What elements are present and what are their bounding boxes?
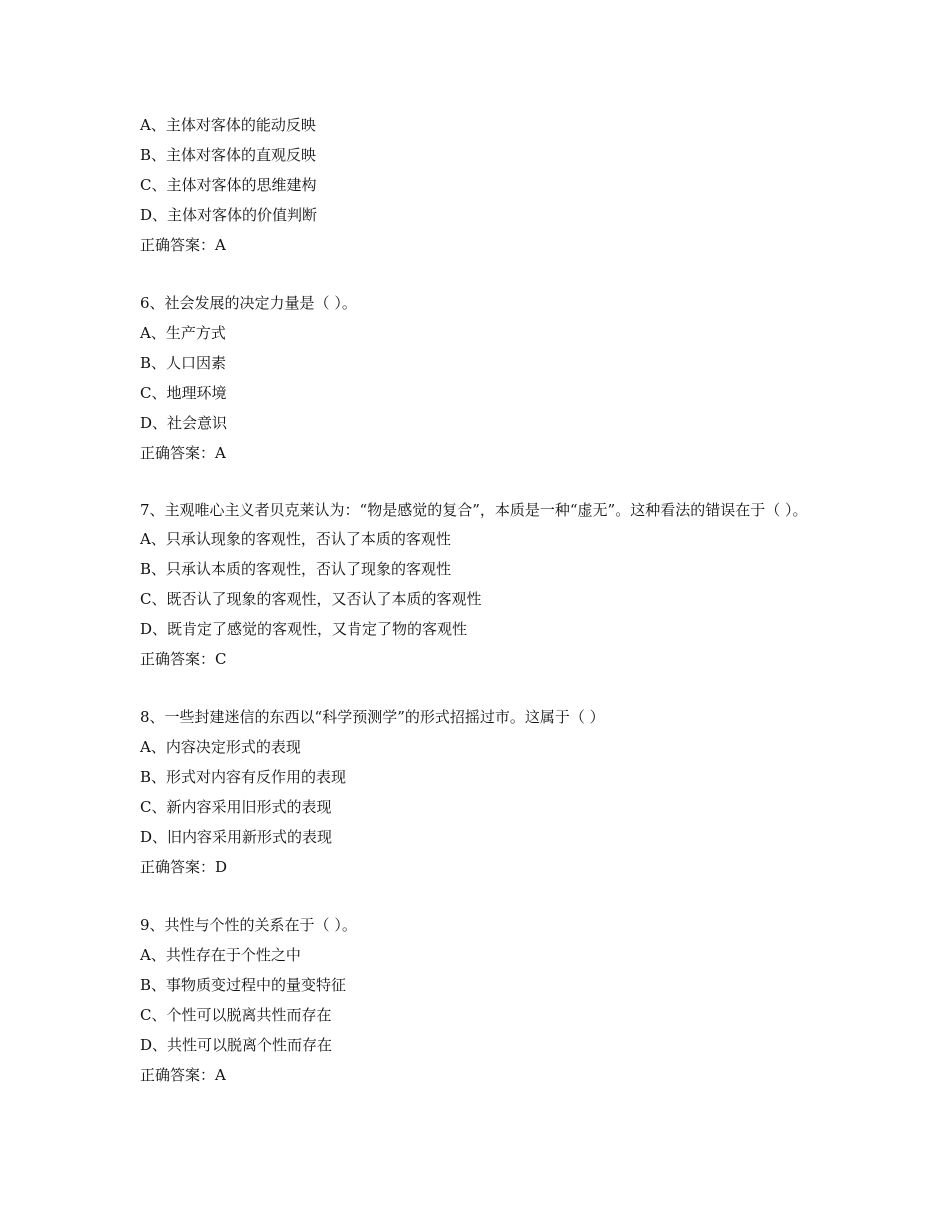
option-c: C、地理环境 xyxy=(140,384,227,402)
option-b: B、事物质变过程中的量变特征 xyxy=(140,976,347,994)
document-page xyxy=(140,110,830,1090)
option-b: B、人口因素 xyxy=(140,354,227,372)
option-a: A、主体对客体的能动反映 xyxy=(140,116,316,134)
correct-answer: 正确答案：A xyxy=(140,444,226,462)
option-b: B、形式对内容有反作用的表现 xyxy=(140,768,347,786)
option-d: D、旧内容采用新形式的表现 xyxy=(140,828,333,846)
option-a: A、只承认现象的客观性，否认了本质的客观性 xyxy=(140,530,451,548)
option-b: B、只承认本质的客观性，否认了现象的客观性 xyxy=(140,560,452,578)
correct-answer: 正确答案：C xyxy=(140,650,227,668)
option-c: C、新内容采用旧形式的表现 xyxy=(140,798,332,816)
correct-answer: 正确答案：A xyxy=(140,1066,226,1084)
question-stem: 6、社会发展的决定力量是（ ）。 xyxy=(140,294,357,312)
option-d: D、主体对客体的价值判断 xyxy=(140,206,318,224)
option-d: D、社会意识 xyxy=(140,414,228,432)
question-7 xyxy=(140,496,830,674)
option-a: A、生产方式 xyxy=(140,324,226,342)
question-stem: 9、共性与个性的关系在于（ ）。 xyxy=(140,916,357,934)
question-stem: 7、主观唯心主义者贝克莱认为：“物是感觉的复合”，本质是一种“虚无”。这种看法的错误在于（ ）。 xyxy=(140,501,808,519)
option-c: C、既否认了现象的客观性，又否认了本质的客观性 xyxy=(140,590,482,608)
question-6 xyxy=(140,288,830,468)
question-5 xyxy=(140,110,830,260)
option-d: D、既肯定了感觉的客观性，又肯定了物的客观性 xyxy=(140,620,468,638)
question-9 xyxy=(140,910,830,1090)
option-c: C、个性可以脱离共性而存在 xyxy=(140,1006,332,1024)
question-stem: 8、一些封建迷信的东西以“科学预测学”的形式招摇过市。这属于（ ） xyxy=(140,708,605,726)
option-a: A、内容决定形式的表现 xyxy=(140,738,301,756)
option-c: C、主体对客体的思维建构 xyxy=(140,176,317,194)
option-d: D、共性可以脱离个性而存在 xyxy=(140,1036,333,1054)
correct-answer: 正确答案：A xyxy=(140,236,226,254)
option-b: B、主体对客体的直观反映 xyxy=(140,146,317,164)
correct-answer: 正确答案：D xyxy=(140,858,228,876)
question-8 xyxy=(140,702,830,882)
option-a: A、共性存在于个性之中 xyxy=(140,946,301,964)
